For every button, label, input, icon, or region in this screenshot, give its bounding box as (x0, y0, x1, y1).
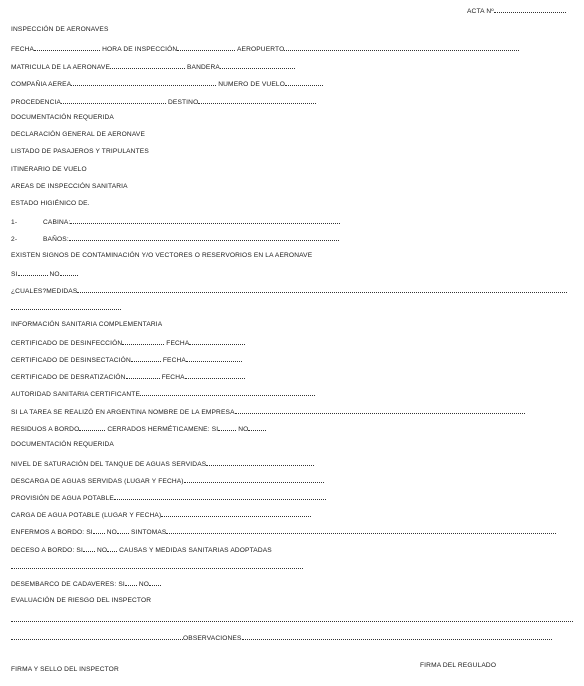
cuales-label: ¿CUALES?MEDIDAS (11, 288, 78, 295)
enfermos-no-label: NO (106, 529, 117, 536)
nivel-line (11, 459, 314, 469)
doc-requerida-heading-2: DOCUMENTACIÓN REQUERIDA (11, 441, 114, 448)
empresa-line (11, 407, 525, 417)
compania-line (11, 79, 323, 89)
info-sanitaria-heading: INFORMACIÓN SANITARIA COMPLEMENTARIA (11, 321, 163, 328)
deceso-no-label: NO (96, 547, 108, 554)
empresa-field[interactable] (235, 407, 525, 414)
descarga-line (11, 476, 324, 486)
residuos-field[interactable] (79, 424, 105, 431)
cuales-field-extra[interactable] (11, 303, 121, 310)
nivel-label: NIVEL DE SATURACIÓN DEL TANQUE DE AGUAS SERVIDAS (11, 461, 207, 468)
cert-desinfeccion-label: CERTIFICADO DE DESINFECCIÓN (11, 340, 123, 347)
acta-field[interactable] (494, 6, 566, 13)
desembarco-no-field[interactable] (149, 579, 161, 586)
procedencia-field[interactable] (61, 97, 166, 104)
enfermos-label: ENFERMOS A BORDO: SI (11, 529, 93, 536)
evaluacion-line-1 (11, 615, 573, 625)
procedencia-label: PROCEDENCIA (11, 99, 62, 106)
bandera-label: BANDERA (186, 64, 220, 71)
cert-desratizacion-line (11, 372, 245, 382)
cert-desinfeccion-line (11, 338, 245, 348)
signos-question: EXISTEN SIGNOS DE CONTAMINACIÓN Y/O VECTORES O RESERVORIOS EN LA AERONAVE (11, 252, 313, 259)
fecha-label: FECHA (11, 46, 35, 53)
cert-desinsectacion-line (11, 355, 242, 365)
cert-desinsectacion-fecha-field[interactable] (186, 355, 242, 362)
cerrados-no-label: NO (238, 426, 249, 433)
observaciones-line (11, 633, 552, 643)
procedencia-line (11, 97, 316, 107)
compania-label: COMPAÑIA AEREA (11, 81, 72, 88)
descarga-label: DESCARGA DE AGUAS SERVIDAS (LUGAR Y FECHA) (11, 478, 184, 485)
autoridad-field[interactable] (140, 389, 315, 396)
observaciones-label: OBSERVACIONES (183, 635, 242, 642)
cert-desratizacion-field[interactable] (126, 372, 160, 379)
banos-line (11, 234, 339, 244)
vuelo-field[interactable] (285, 79, 323, 86)
listado-item: LISTADO DE PASAJEROS Y TRIPULANTES (11, 148, 149, 155)
cert-desinfeccion-fecha-field[interactable] (189, 338, 245, 345)
cert-desratizacion-fecha-label: FECHA (161, 374, 185, 381)
provision-field[interactable] (114, 493, 326, 500)
cabina-label: CABINA: (43, 219, 71, 226)
banos-number: 2- (11, 236, 18, 243)
provision-label: PROVISIÓN DE AGUA POTABLE (11, 495, 114, 502)
cert-desinsectacion-label: CERTIFICADO DE DESINSECTACIÓN (11, 357, 131, 364)
observaciones-field[interactable] (242, 633, 552, 640)
cerrados-no-field[interactable] (248, 424, 266, 431)
evaluacion-heading: EVALUACIÓN DE RIESGO DEL INSPECTOR (11, 597, 152, 604)
enfermos-no-field[interactable] (117, 527, 129, 534)
desembarco-label: DESEMBARCO DE CADAVERES: SI (11, 581, 125, 588)
desembarco-si-field[interactable] (125, 579, 137, 586)
carga-label: CARGA DE AGUA POTABLE (LUGAR Y FECHA) (11, 512, 162, 519)
enfermos-line (11, 527, 556, 537)
acta-label: ACTA Nº (467, 8, 494, 15)
cabina-number: 1- (11, 219, 18, 226)
carga-field[interactable] (161, 510, 311, 517)
residuos-label: RESIDUOS A BORDO (11, 426, 80, 433)
nivel-field[interactable] (206, 459, 314, 466)
aeropuerto-field[interactable] (284, 44, 519, 51)
cerrados-label: CERRADOS HERMÉTICAMENE: SI (107, 426, 219, 433)
desembarco-no-label: NO (138, 581, 150, 588)
deceso-line (11, 545, 272, 555)
declaracion-item: DECLARACIÓN GENERAL DE AERONAVE (11, 131, 145, 138)
itinerario-item: ITINERARIO DE VUELO (11, 166, 87, 173)
destino-label: DESTINO (168, 99, 199, 106)
no-field[interactable] (60, 269, 78, 276)
si-label: SI (11, 271, 18, 278)
destino-field[interactable] (198, 97, 316, 104)
desembarco-line (11, 579, 161, 589)
no-label: NO (49, 271, 60, 278)
cuales-continuation (11, 303, 121, 313)
autoridad-line (11, 389, 315, 399)
acta-number-line (467, 6, 566, 16)
areas-heading: AREAS DE INSPECCIÓN SANITARIA (11, 183, 128, 190)
cert-desratizacion-fecha-field[interactable] (185, 372, 245, 379)
signos-si-no-line (11, 269, 78, 279)
provision-line (11, 493, 326, 503)
cert-desinsectacion-field[interactable] (131, 355, 161, 362)
cuales-field[interactable] (77, 286, 567, 293)
empresa-label: SI LA TAREA SE REALIZÓ EN ARGENTINA NOMBRE DE LA EMPRESA (11, 409, 235, 416)
autoridad-label: AUTORIDAD SANITARIA CERTIFICANTE (11, 391, 140, 398)
aeropuerto-label: AEROPUERTO (236, 46, 285, 53)
carga-line (11, 510, 311, 520)
cabina-line (11, 217, 340, 227)
hora-label: HORA DE INSPECCIÓN (102, 46, 178, 53)
cert-desinfeccion-fecha-label: FECHA (166, 340, 190, 347)
cuales-line (11, 286, 567, 296)
descarga-field[interactable] (184, 476, 324, 483)
causas-continuation (11, 562, 303, 572)
fecha-field[interactable] (34, 44, 100, 51)
matricula-field[interactable] (110, 62, 185, 69)
fecha-line (11, 44, 519, 54)
firma-regulado-label: FIRMA DEL REGULADO (420, 662, 497, 669)
cabina-field[interactable] (70, 217, 340, 224)
cert-desinsectacion-fecha-label: FECHA (162, 357, 186, 364)
deceso-si-field[interactable] (83, 545, 95, 552)
form-title: INSPECCIÓN DE AERONAVES (11, 26, 109, 33)
evaluacion-field-2[interactable] (11, 633, 183, 640)
deceso-no-field[interactable] (107, 545, 117, 552)
causas-label: CAUSAS Y MEDIDAS SANITARIAS ADOPTADAS (119, 547, 272, 554)
deceso-label: DECESO A BORDO: SI (11, 547, 83, 554)
banos-label: BAÑOS: (43, 236, 69, 243)
residuos-line (11, 424, 266, 434)
matricula-label: MATRICULA DE LA AERONAVE (11, 64, 110, 71)
enfermos-si-field[interactable] (93, 527, 105, 534)
doc-requerida-heading: DOCUMENTACIÓN REQUERIDA (11, 114, 114, 121)
vuelo-label: NUMERO DE VUELO (218, 81, 285, 88)
estado-heading: ESTADO HIGIÉNICO DE. (11, 200, 90, 207)
banos-field[interactable] (69, 234, 339, 241)
hora-field[interactable] (177, 44, 235, 51)
cert-desratizacion-label: CERTIFICADO DE DESRATIZACIÓN (11, 374, 126, 381)
firma-inspector-label: FIRMA Y SELLO DEL INSPECTOR (11, 666, 119, 673)
sintomas-field[interactable] (166, 527, 556, 534)
compania-field[interactable] (71, 79, 216, 86)
matricula-line (11, 62, 295, 72)
cert-desinfeccion-field[interactable] (122, 338, 164, 345)
causas-field[interactable] (11, 562, 303, 569)
evaluacion-field[interactable] (11, 615, 573, 622)
bandera-field[interactable] (220, 62, 295, 69)
si-field[interactable] (18, 269, 48, 276)
sintomas-label: SINTOMAS (130, 529, 167, 536)
cerrados-si-field[interactable] (218, 424, 236, 431)
